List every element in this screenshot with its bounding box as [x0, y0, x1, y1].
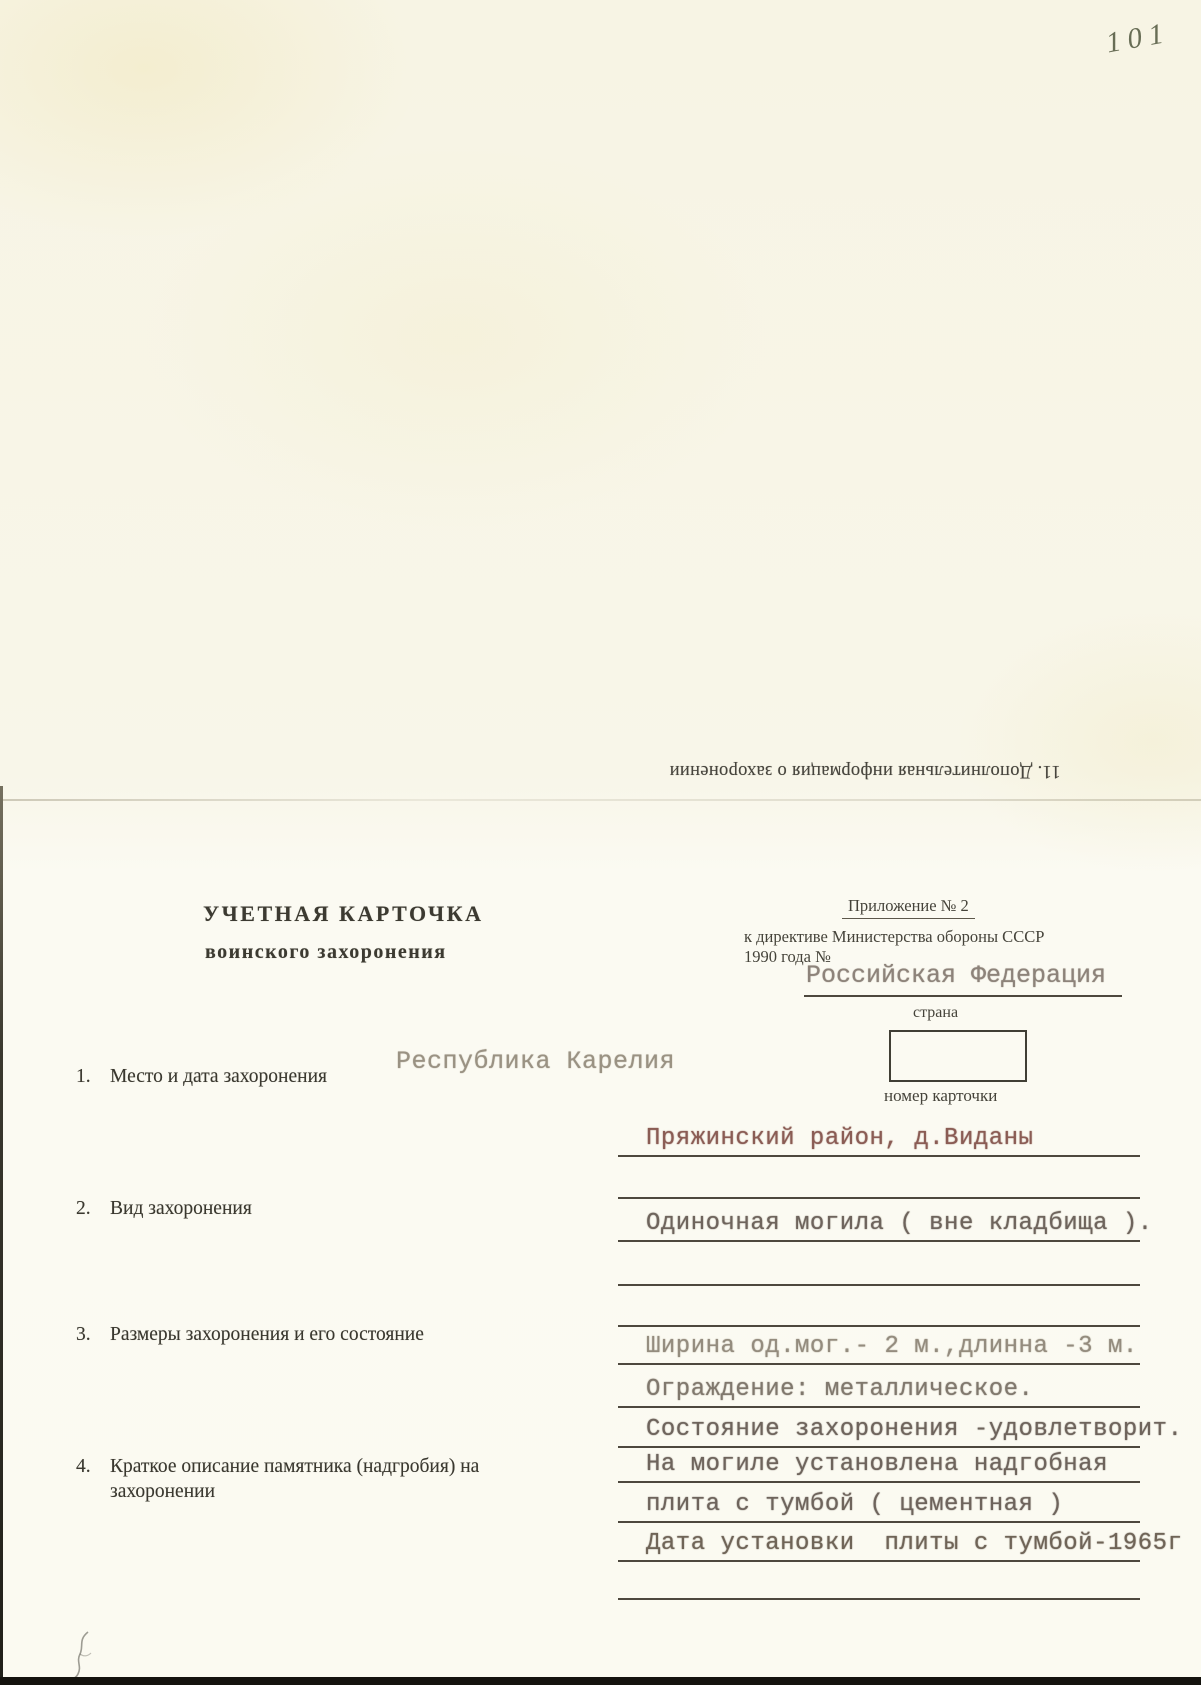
- answer-line: [618, 1329, 1140, 1365]
- fold-crease: [0, 799, 1201, 801]
- answer-line: [618, 1244, 1140, 1286]
- field-number: 4.: [76, 1456, 91, 1477]
- answer-line: [618, 1201, 1153, 1242]
- answer-line: [618, 1288, 1140, 1327]
- answer-text: Ограждение: металлическое.: [646, 1375, 1034, 1403]
- annex-year: 1990 года №: [744, 947, 831, 966]
- card-title: УЧЕТНАЯ КАРТОЧКА: [203, 901, 484, 926]
- field-label-monument-description: [76, 1454, 596, 1505]
- field-value-region: Республика Карелия: [396, 1047, 676, 1076]
- country-label: страна: [913, 1004, 959, 1021]
- field-text: Вид захоронения: [110, 1198, 252, 1219]
- country-underline: [804, 995, 1122, 997]
- ink-smudge: [58, 1630, 108, 1682]
- field-label-burial-type: [76, 1196, 596, 1221]
- card-subtitle: воинского захоронения: [205, 941, 447, 963]
- annex-number: Приложение № 2: [842, 896, 975, 919]
- answer-line: [618, 1410, 1183, 1448]
- handwritten-page-number: 101: [1103, 16, 1173, 60]
- answer-line: [618, 1115, 1140, 1157]
- answer-text: Одиночная могила ( вне кладбища ).: [646, 1209, 1153, 1237]
- field-number: 1.: [76, 1066, 91, 1087]
- answer-text: Ширина од.мог.- 2 м.,длинна -3 м.: [646, 1332, 1138, 1360]
- annex-heading: [842, 896, 975, 919]
- answer-line: [618, 1159, 1140, 1199]
- answer-line: [618, 1485, 1140, 1523]
- field-text: Размеры захоронения и его состояние: [110, 1324, 424, 1345]
- answer-text: На могиле установлена надгобная: [646, 1450, 1108, 1478]
- field-text: Место и дата захоронения: [110, 1066, 327, 1087]
- country-value: Российская Федерация: [806, 961, 1107, 990]
- reverse-side-caption: 11. Дополнительная информация о захоронении: [669, 761, 1061, 781]
- scan-bottom-edge: [0, 1677, 1201, 1685]
- field-number: 2.: [76, 1198, 91, 1219]
- answer-line: [618, 1565, 1140, 1600]
- answer-line: [618, 1367, 1140, 1408]
- field-label-size-condition: [76, 1322, 616, 1347]
- field-text: Краткое описание памятника (надгробия) на захоронении: [110, 1456, 480, 1503]
- answer-text: плита с тумбой ( цементная ): [646, 1490, 1064, 1518]
- answer-line: [618, 1525, 1183, 1562]
- card-number-box: [889, 1030, 1027, 1082]
- field-number: 3.: [76, 1324, 91, 1345]
- scan-left-edge: [0, 786, 3, 1685]
- card-number-label: номер карточки: [884, 1086, 998, 1105]
- answer-text: Пряжинский район, д.Виданы: [646, 1124, 1034, 1152]
- answer-text: Состояние захоронения -удовлетворит.: [646, 1415, 1183, 1443]
- annex-directive: к директиве Министерства обороны СССР: [744, 927, 1045, 946]
- answer-line: [618, 1450, 1140, 1483]
- answer-text: Дата установки плиты с тумбой-1965г: [646, 1529, 1183, 1557]
